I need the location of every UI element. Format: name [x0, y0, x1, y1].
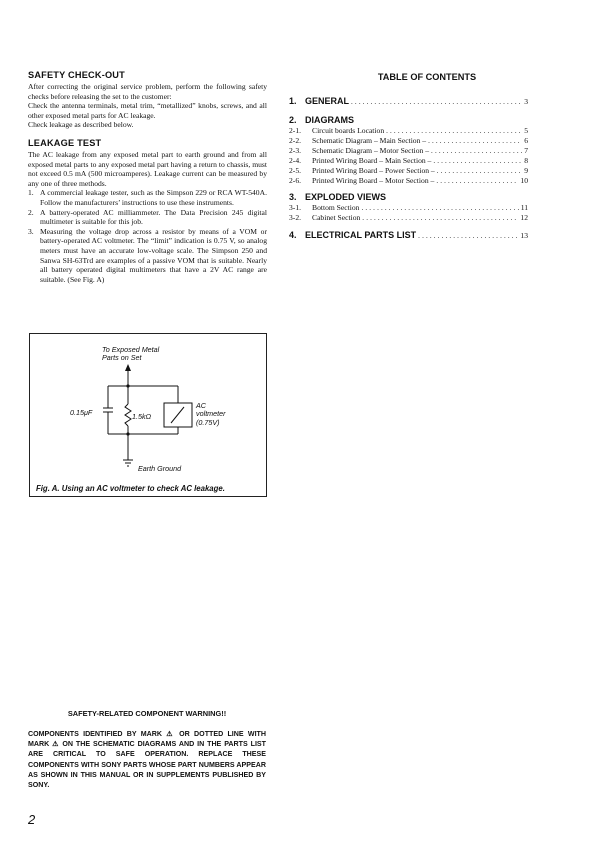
- toc-item-title: Circuit boards Location: [312, 126, 385, 135]
- toc-section-title: GENERAL: [305, 96, 350, 106]
- toc-item-number: 2-1.: [289, 126, 302, 135]
- resistor-symbol: [125, 404, 131, 426]
- safety-warning-title: SAFETY-RELATED COMPONENT WARNING!!: [67, 709, 227, 718]
- toc-item-title: Printed Wiring Board – Motor Section –: [312, 176, 435, 185]
- leakage-heading: LEAKAGE TEST: [28, 137, 102, 148]
- toc-section-number: 4.: [289, 230, 297, 240]
- figure-caption: Fig. A. Using an AC voltmeter to check AC leakage.: [36, 484, 225, 493]
- left-column: [28, 70, 267, 284]
- voltmeter-label-line: (0.75V): [196, 417, 220, 427]
- list-item: [28, 227, 267, 285]
- safety-warning-body: COMPONENTS IDENTIFIED BY MARK ⚠ OR DOTTED LINE WITH MARK ⚠ ON THE SCHEMATIC DIAGRAMS AND IN THE PARTS LIST ARE CRITICAL TO SAFE OPERATION. REPLACE THESE COMPONENTS WITH SONY PARTS WHOSE PART NUMBERS APPEAR AS SHOWN IN THIS MANUAL OR IN SUPPLEMENTS PUBLISHED BY SONY.: [28, 730, 266, 790]
- voltmeter-label-line: voltmeter: [196, 409, 226, 419]
- toc-page-number: 12: [520, 213, 528, 222]
- toc-leader: [418, 232, 518, 240]
- voltmeter-label: [196, 402, 226, 427]
- toc-item-number: 2-5.: [289, 166, 302, 175]
- list-item-number: 1.: [28, 188, 34, 198]
- toc-section-title: ELECTRICAL PARTS LIST: [305, 230, 417, 240]
- toc-item-title: Schematic Diagram – Motor Section –: [312, 146, 430, 155]
- junction-dot: [126, 432, 129, 435]
- probe-label: [102, 346, 159, 363]
- safety-check-antenna: Check the antenna terminals, metal trim, “metallized” knobs, screws, and all other exposed metal parts for AC leakage.: [28, 101, 267, 120]
- safety-intro: After correcting the original service problem, perform the following safety checks before releasing the set to the customer:: [28, 82, 267, 101]
- toc-section-general[interactable]: [289, 96, 528, 106]
- safety-heading: SAFETY CHECK-OUT: [28, 70, 125, 80]
- capacitor-label: 0.15μF: [70, 408, 93, 417]
- safety-check-leakage: Check leakage as described below.: [28, 120, 134, 130]
- toc-item-bottom-section[interactable]: [289, 203, 528, 214]
- toc-item-title: Cabinet Section: [312, 213, 361, 222]
- toc-item-number: 2-2.: [289, 136, 302, 145]
- toc-section-electrical-parts-list[interactable]: [289, 230, 528, 240]
- junction-dot: [126, 384, 129, 387]
- toc-item-circuit-boards-location[interactable]: [289, 126, 528, 137]
- toc-section-number: 3.: [289, 192, 297, 202]
- toc-leader: [436, 177, 518, 187]
- toc-item-number: 3-2.: [289, 213, 302, 222]
- list-item-text: A battery-operated AC milliammeter. The Data Precision 245 digital multimeter is suitable for this job.: [40, 207, 267, 227]
- toc-item-number: 3-1.: [289, 203, 302, 212]
- toc-section-exploded-views[interactable]: [289, 192, 528, 202]
- ground-label: Earth Ground: [138, 464, 182, 473]
- toc-page-number: 13: [520, 231, 528, 240]
- list-item-text: A commercial leakage tester, such as the Simpson 229 or RCA WT-540A. Follow the manufacturers’ instructions to use these instruments.: [40, 188, 267, 207]
- toc-section-number: 1.: [289, 96, 297, 106]
- toc-item-schematic-motor[interactable]: [289, 146, 528, 157]
- toc-page-number: 6: [524, 136, 528, 145]
- toc-item-title: Printed Wiring Board – Power Section –: [312, 166, 435, 175]
- toc-section-number: 2.: [289, 115, 297, 125]
- toc-page-number: 3: [524, 97, 528, 106]
- toc-item-title: Printed Wiring Board – Main Section –: [312, 156, 432, 165]
- toc-section-title: EXPLODED VIEWS: [305, 192, 387, 202]
- toc-item-pwb-power[interactable]: [289, 166, 528, 177]
- leakage-methods-list: [28, 188, 267, 284]
- toc-page-number: 9: [524, 166, 528, 175]
- toc-item-title: Bottom Section: [312, 203, 360, 212]
- toc-item-number: 2-3.: [289, 146, 302, 155]
- toc-page-number: 7: [524, 146, 528, 155]
- list-item-text: Measuring the voltage drop across a resistor by means of a VOM or battery-operated AC voltmeter. The “limit” indication is 0.75 V, so analog meters must have an accurate low-voltage scale. The Simpson 250 and Sanwa SH-63Trd are examples of a passive VOM that is suitable. Nearly all battery operated digital multimeters that have a 2V AC range are suitable. (See Fig. A): [40, 226, 267, 284]
- toc-item-pwb-motor[interactable]: [289, 176, 528, 187]
- voltmeter-label-line: AC: [196, 401, 206, 410]
- toc-item-number: 2-6.: [289, 176, 302, 185]
- toc-title: TABLE OF CONTENTS: [377, 72, 477, 82]
- toc-item-title: Schematic Diagram – Main Section –: [312, 136, 427, 145]
- toc-page-number: 8: [524, 156, 528, 165]
- toc-item-number: 2-4.: [289, 156, 302, 165]
- probe-label-line: To Exposed Metal: [102, 345, 160, 354]
- resistor-label: 1.5kΩ: [132, 412, 152, 421]
- probe-label-line: Parts on Set: [102, 353, 142, 363]
- list-item: [28, 188, 267, 207]
- list-item-number: 3.: [28, 226, 34, 236]
- toc-item-pwb-main[interactable]: [289, 156, 528, 167]
- toc-page-number: 5: [524, 126, 528, 135]
- toc-item-schematic-main[interactable]: [289, 136, 528, 147]
- voltmeter-needle: [171, 407, 184, 423]
- toc-leader: [351, 98, 522, 106]
- toc-leader: [362, 214, 518, 224]
- toc-section-title: DIAGRAMS: [305, 115, 354, 125]
- leakage-body: The AC leakage from any exposed metal part to earth ground and from all exposed metal parts to any exposed metal part having a return to chassis, must not exceed 0.5 mA (500 microamperes). Leakage current can be measured by any one of three methods.: [28, 149, 267, 188]
- figure-a: [29, 333, 267, 497]
- list-item-number: 2.: [28, 207, 34, 217]
- list-item: [28, 208, 267, 227]
- arrow-up-icon: [125, 364, 131, 371]
- toc-page-number: 10: [520, 176, 528, 185]
- page-number: 2: [28, 812, 36, 827]
- toc-item-cabinet-section[interactable]: [289, 213, 528, 224]
- toc-section-diagrams[interactable]: [289, 115, 528, 125]
- toc-page-number: 11: [520, 203, 528, 212]
